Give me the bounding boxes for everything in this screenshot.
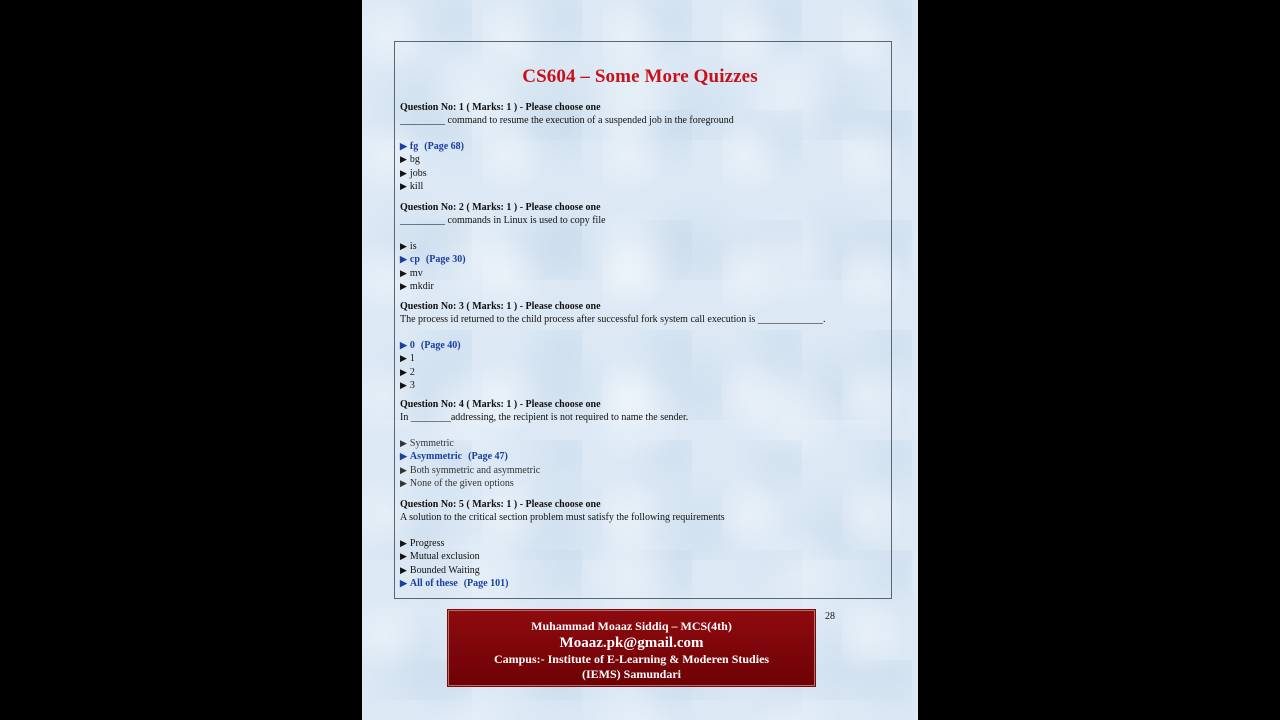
triangle-bullet-icon: ▶ [400,140,407,151]
question-block [400,399,688,491]
page-reference: (Page 30) [425,254,466,265]
option-label: 2 [409,366,415,378]
question-text: _________ command to resume the execution of a suspended job in the foreground [400,114,734,126]
option [400,167,734,181]
option [400,379,825,393]
option-label: kill [409,181,424,192]
triangle-bullet-icon: ▶ [400,437,407,448]
page-title: CS604 – Some More Quizzes [522,66,758,87]
option [400,437,688,451]
option [400,550,725,564]
triangle-bullet-icon: ▶ [400,551,407,561]
option-label: Bounded Waiting [409,564,480,576]
option [400,153,734,167]
option-label: All of these [409,578,458,589]
option-label: Asymmetric [409,451,463,462]
triangle-bullet-icon: ▶ [400,564,407,575]
page-reference: (Page 68) [424,140,464,152]
question-text: A solution to the critical section problem must satisfy the following requirements [400,511,725,523]
triangle-bullet-icon: ▶ [400,451,407,461]
option-label: fg [409,140,419,152]
triangle-bullet-icon: ▶ [400,478,407,488]
author-name: Muhammad Moaaz Siddiq – MCS(4th) [531,619,732,633]
option-label: 0 [409,339,415,351]
triangle-bullet-icon: ▶ [400,366,407,377]
question-text: The process id returned to the child process after successful fork system call execution is _____________. [400,313,826,325]
page-number: 28 [825,611,835,622]
triangle-bullet-icon: ▶ [400,181,407,191]
option-label: mv [409,267,423,279]
page-reference: (Page 47) [468,451,508,462]
option-label: bg [409,154,420,165]
option [400,564,725,578]
question-text: In ________addressing, the recipient is not required to name the sender. [400,411,689,423]
option [400,352,825,366]
question-block [400,202,606,294]
option-label: is [409,240,417,252]
option-label: jobs [409,167,427,179]
option [400,240,606,254]
document-page [362,0,918,720]
option-label: mkdir [409,281,434,292]
page-reference: (Page 40) [420,339,461,351]
triangle-bullet-icon: ▶ [400,240,407,251]
author-footer [448,610,815,686]
triangle-bullet-icon: ▶ [400,339,407,350]
option-label: Progress [409,537,445,549]
option [400,464,688,478]
correct-option [400,140,734,154]
campus-line: Campus:- Institute of E-Learning & Moderen Studies [493,652,770,666]
option-label: Symmetric [409,437,454,449]
triangle-bullet-icon: ▶ [400,167,407,178]
option [400,537,725,551]
correct-option [400,577,725,591]
option-label: Both symmetric and asymmetric [409,464,541,476]
question-header: Question No: 4 ( Marks: 1 ) - Please choose one [400,399,601,410]
correct-option [400,450,688,464]
correct-option [400,253,606,267]
question-header: Question No: 1 ( Marks: 1 ) - Please choose one [400,102,601,113]
option-label: cp [409,254,420,265]
triangle-bullet-icon: ▶ [400,353,407,363]
option-label: Mutual exclusion [409,551,480,562]
question-header: Question No: 3 ( Marks: 1 ) - Please choose one [400,301,601,312]
option-label: None of the given options [409,478,514,489]
option [400,366,825,380]
triangle-bullet-icon: ▶ [400,281,407,291]
option [400,280,606,294]
question-header: Question No: 5 ( Marks: 1 ) - Please choose one [400,499,601,510]
question-header: Question No: 2 ( Marks: 1 ) - Please choose one [400,202,601,213]
triangle-bullet-icon: ▶ [400,154,407,164]
page-reference: (Page 101) [463,578,509,589]
option [400,477,688,491]
correct-option [400,339,825,353]
author-email: Moaaz.pk@gmail.com [559,635,704,651]
option [400,180,734,194]
question-block [400,301,825,393]
triangle-bullet-icon: ▶ [400,267,407,278]
campus-location: (IEMS) Samundari [581,667,682,681]
triangle-bullet-icon: ▶ [400,578,407,588]
question-block [400,102,734,194]
question-text: _________ commands in Linux is used to copy file [400,214,606,226]
option [400,267,606,281]
triangle-bullet-icon: ▶ [400,254,407,264]
option-label: 1 [409,353,415,364]
triangle-bullet-icon: ▶ [400,537,407,548]
triangle-bullet-icon: ▶ [400,464,407,475]
question-block [400,499,725,591]
triangle-bullet-icon: ▶ [400,380,407,390]
option-label: 3 [409,380,415,391]
